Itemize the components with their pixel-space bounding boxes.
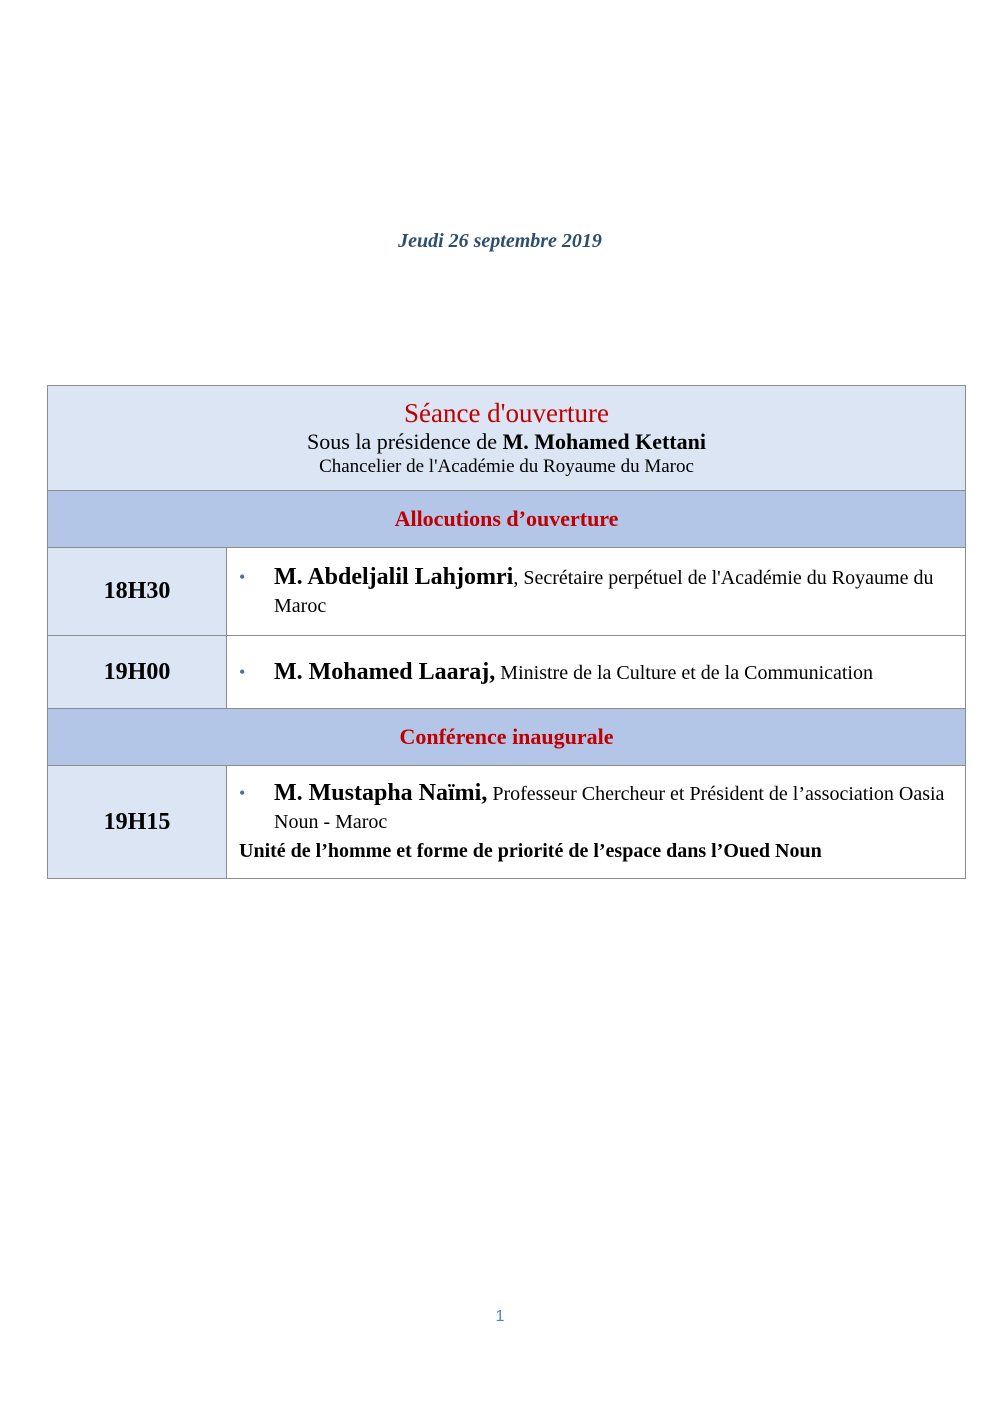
speaker-cell bbox=[227, 548, 966, 636]
speaker-name: M. Mustapha Naïmi, bbox=[274, 779, 488, 806]
section-row bbox=[48, 709, 966, 766]
section-row bbox=[48, 491, 966, 548]
president-title: Chancelier de l'Académie du Royaume du Maroc bbox=[319, 456, 694, 477]
speaker-role: Professeur Chercheur et Président de l’association Oasia Noun - Maroc bbox=[274, 782, 945, 833]
lecture-title: Unité de l’homme et forme de priorité de l’espace dans l’Oued Noun bbox=[239, 839, 822, 862]
speaker-text bbox=[274, 658, 953, 687]
list-item bbox=[239, 658, 953, 687]
time-slot: 18H30 bbox=[48, 548, 227, 636]
schedule-row bbox=[48, 766, 966, 879]
bullet-icon: • bbox=[239, 661, 246, 682]
section-title: Allocutions d’ouverture bbox=[48, 491, 966, 548]
speaker-cell bbox=[227, 766, 966, 879]
program-table bbox=[47, 385, 966, 879]
speaker-name: M. Abdeljalil Lahjomri bbox=[274, 564, 514, 590]
time-slot: 19H15 bbox=[48, 766, 227, 879]
date-heading: Jeudi 26 septembre 2019 bbox=[398, 230, 602, 252]
presidency-line bbox=[48, 429, 965, 455]
time-slot: 19H00 bbox=[48, 636, 227, 709]
session-header-cell bbox=[48, 386, 966, 491]
speaker-name: M. Mohamed Laaraj, bbox=[274, 658, 496, 685]
schedule-row bbox=[48, 548, 966, 636]
list-item bbox=[239, 779, 953, 836]
schedule-row bbox=[48, 636, 966, 709]
section-title: Conférence inaugurale bbox=[48, 709, 966, 766]
speaker-text bbox=[274, 563, 953, 620]
bullet-icon: • bbox=[239, 782, 246, 803]
page-number: 1 bbox=[495, 1308, 505, 1325]
session-title: Séance d'ouverture bbox=[403, 398, 610, 428]
speaker-cell bbox=[227, 636, 966, 709]
speaker-role: Ministre de la Culture et de la Communication bbox=[495, 661, 873, 684]
list-item bbox=[239, 563, 953, 620]
presidency-prefix: Sous la présidence de bbox=[307, 429, 503, 454]
speaker-role: , Secrétaire perpétuel de l'Académie du Royaume du Maroc bbox=[274, 567, 934, 617]
session-header-row bbox=[48, 386, 966, 491]
president-name: M. Mohamed Kettani bbox=[502, 429, 706, 454]
speaker-text bbox=[274, 779, 953, 836]
bullet-icon: • bbox=[239, 567, 246, 587]
